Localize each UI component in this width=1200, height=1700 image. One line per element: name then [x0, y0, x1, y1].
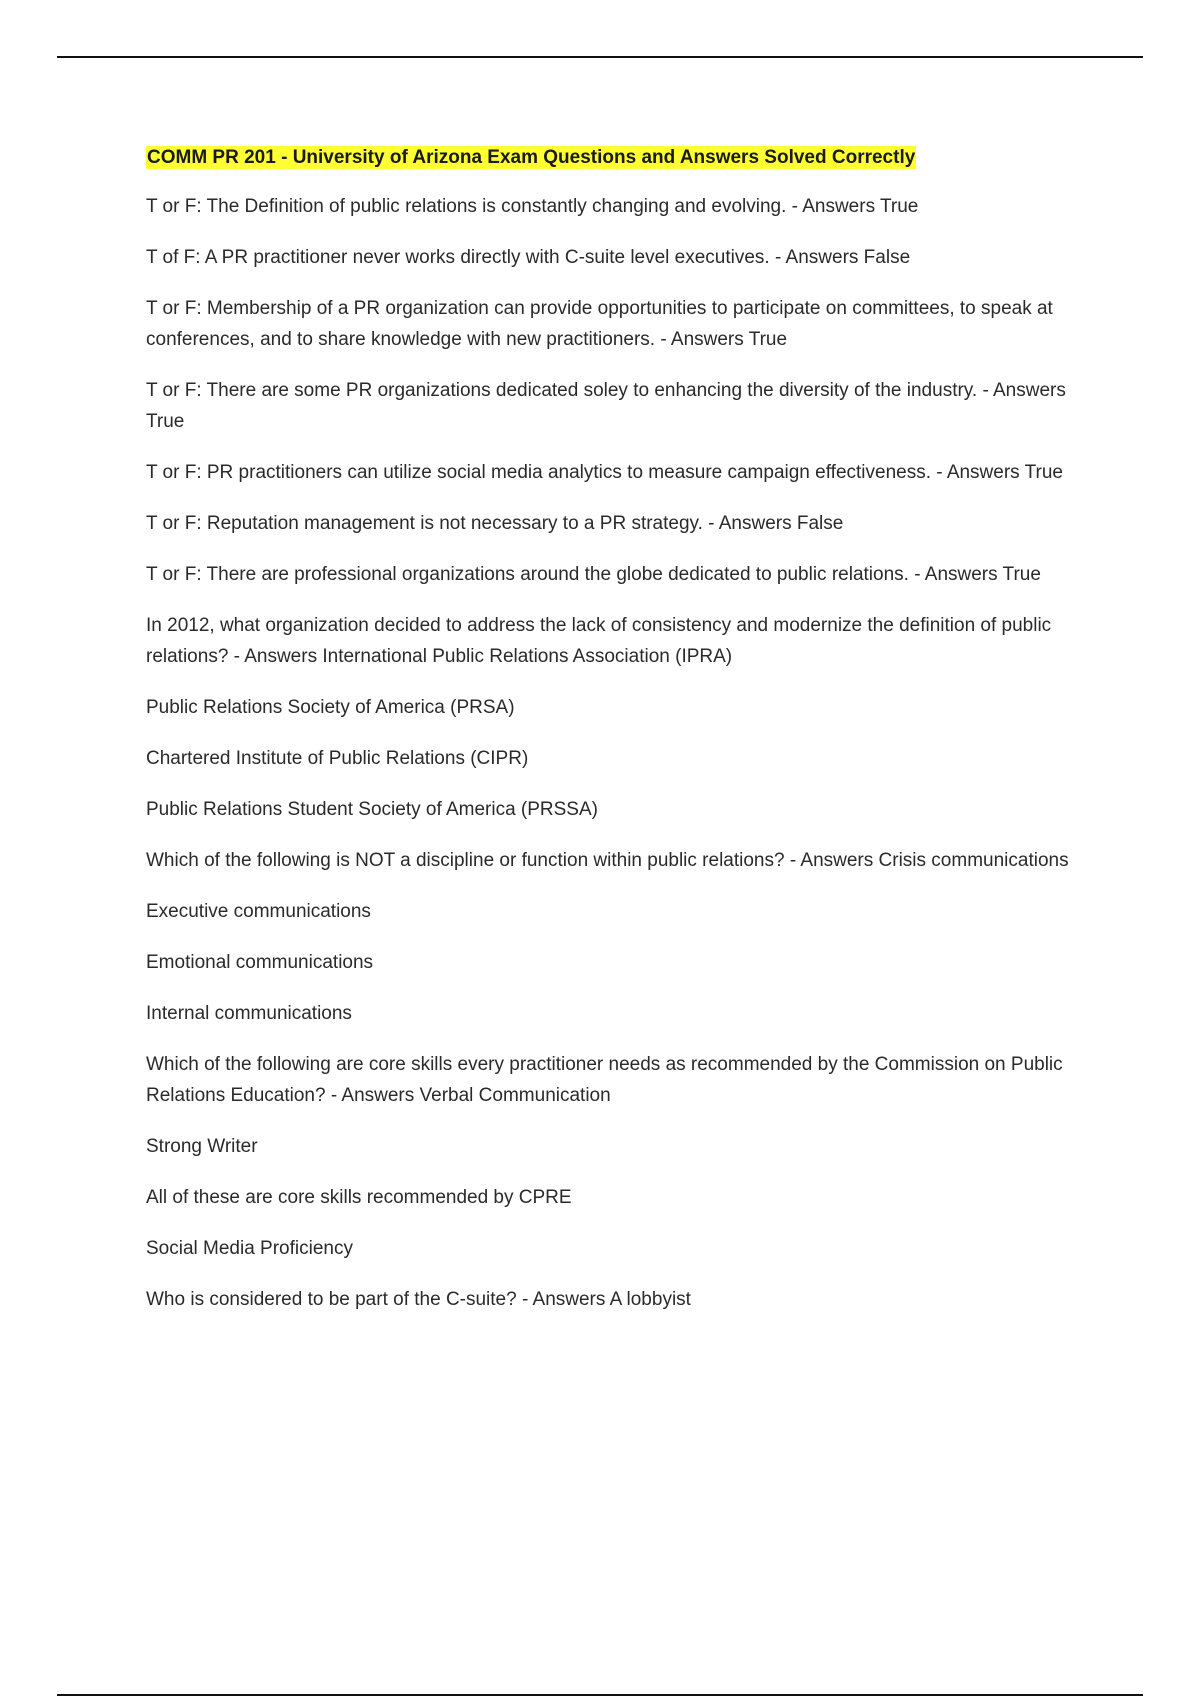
- paragraph-10: Chartered Institute of Public Relations (CIPR): [146, 748, 529, 769]
- document-title-line: [146, 143, 1076, 173]
- paragraph-2: T of F: A PR practitioner never works directly with C-suite level executives. - Answers False: [146, 247, 911, 268]
- paragraph-12: Which of the following is NOT a discipline or function within public relations? - Answers Crisis communications: [146, 850, 1069, 871]
- paragraph-15: Internal communications: [146, 1003, 352, 1024]
- paragraph-14: Emotional communications: [146, 952, 374, 973]
- paragraph-13: Executive communications: [146, 901, 371, 922]
- paragraph-19: Social Media Proficiency: [146, 1238, 353, 1259]
- paragraph-4: T or F: There are some PR organizations dedicated soley to enhancing the diversity of the industry. - Answers True: [146, 380, 1066, 432]
- paragraph-7: T or F: There are professional organizations around the globe dedicated to public relations. - Answers True: [146, 564, 1041, 585]
- paragraph-8: In 2012, what organization decided to address the lack of consistency and modernize the definition of public relations? - Answers International Public Relations Association (IPRA): [146, 615, 1052, 667]
- document-title: COMM PR 201 - University of Arizona Exam Questions and Answers Solved Correctly: [147, 147, 916, 168]
- paragraph-11: Public Relations Student Society of America (PRSSA): [146, 799, 598, 820]
- paragraph-3: T or F: Membership of a PR organization can provide opportunities to participate on committees, to speak at conferences, and to share knowledge with new practitioners. - Answers True: [146, 298, 1053, 350]
- paragraph-20: Who is considered to be part of the C-suite? - Answers A lobbyist: [146, 1289, 691, 1310]
- paragraph-18: All of these are core skills recommended by CPRE: [146, 1187, 572, 1208]
- paragraph-1: T or F: The Definition of public relations is constantly changing and evolving. - Answers True: [146, 196, 919, 217]
- header-rule: [57, 56, 1143, 58]
- paragraph-6: T or F: Reputation management is not necessary to a PR strategy. - Answers False: [146, 513, 844, 534]
- paragraph-16: Which of the following are core skills every practitioner needs as recommended by the Commission on Public Relations Education? - Answers Verbal Communication: [146, 1054, 1063, 1106]
- document-body: [146, 143, 1076, 1335]
- paragraph-9: Public Relations Society of America (PRSA): [146, 697, 515, 718]
- paragraph-5: T or F: PR practitioners can utilize social media analytics to measure campaign effectiveness. - Answers True: [146, 462, 1063, 483]
- footer-rule: [57, 1694, 1143, 1696]
- paragraph-17: Strong Writer: [146, 1136, 258, 1157]
